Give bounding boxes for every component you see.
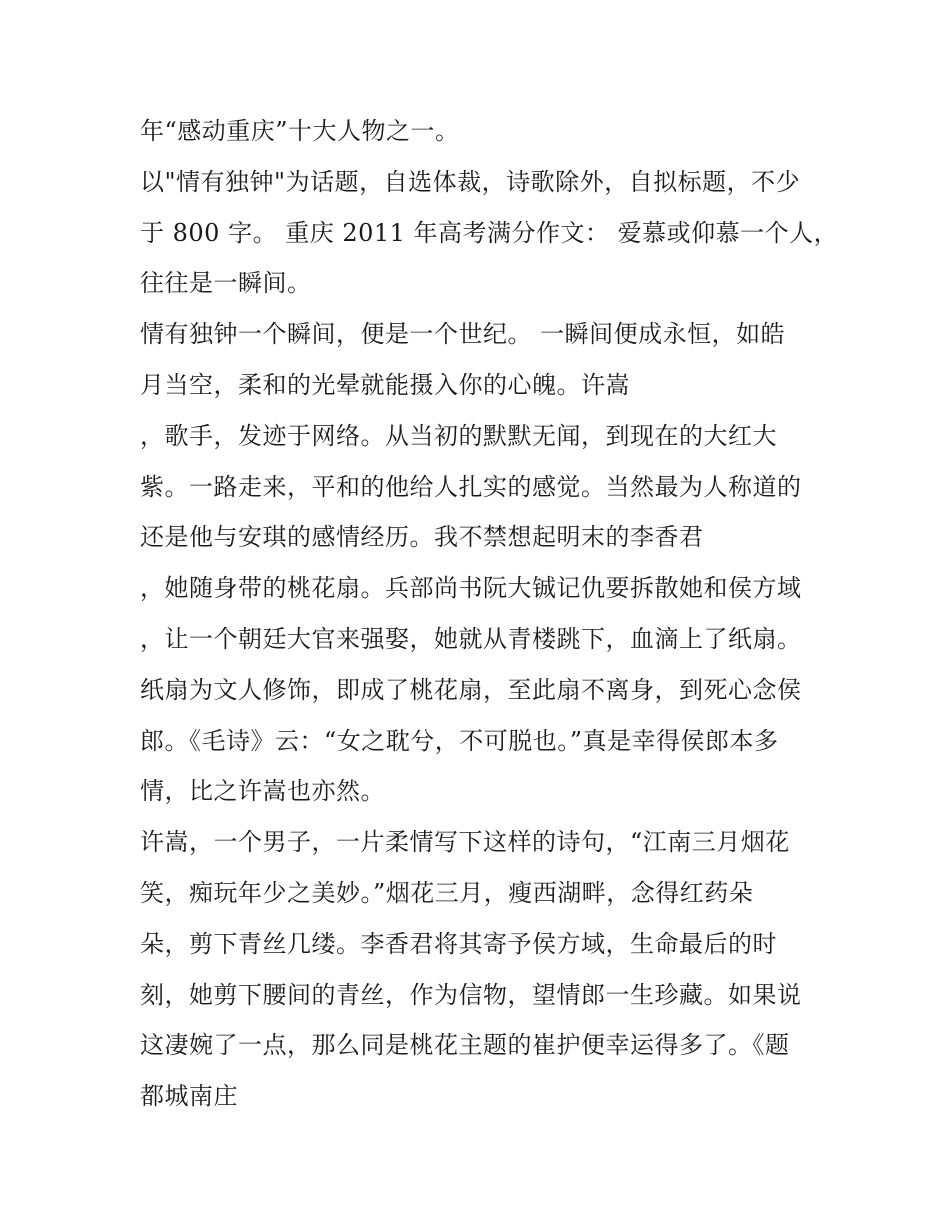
text-line-15: 许嵩，一个男子，一片柔情写下这样的诗句，“江南三月烟花 — [140, 828, 790, 857]
text-line-16: 笑，痴玩年少之美妙。”烟花三月，瘦西湖畔，念得红药朵 — [140, 878, 754, 907]
text-line-13: 郎。《毛诗》云：“女之耽兮，不可脱也。”真是幸得侯郎本多 — [140, 726, 779, 755]
essay-text-block — [140, 106, 839, 1122]
text-line-14: 情，比之许嵩也亦然。 — [140, 777, 385, 806]
text-line-10: ，她随身带的桃花扇。兵部尚书阮大铖记仇要拆散她和侯方域 — [140, 574, 802, 603]
text-line-18: 刻，她剪下腰间的青丝，作为信物，望情郎一生珍藏。如果说 — [140, 980, 802, 1009]
text-line-8: 紫。一路走来，平和的他给人扎实的感觉。当然最为人称道的 — [140, 472, 802, 501]
text-line-4: 往往是一瞬间。 — [140, 269, 312, 298]
text-line-20: 都城南庄 — [140, 1082, 238, 1111]
text-line-5: 情有独钟一个瞬间，便是一个世纪。 一瞬间便成永恒，如皓 — [140, 320, 786, 349]
text-line-7: ，歌手，发迹于网络。从当初的默默无闻，到现在的大红大 — [140, 421, 777, 450]
text-line-3: 于 800 字。 重庆 2011 年高考满分作文： 爱慕或仰慕一个人， — [140, 218, 839, 247]
text-line-12: 纸扇为文人修饰，即成了桃花扇，至此扇不离身，到死心念侯 — [140, 675, 802, 704]
text-line-1: 年“感动重庆”十大人物之一。 — [140, 117, 460, 145]
text-line-11: ，让一个朝廷大官来强娶，她就从青楼跳下，血滴上了纸扇。 — [140, 624, 802, 653]
text-line-2: 以"情有独钟"为话题，自选体裁，诗歌除外，自拟标题，不少 — [140, 167, 801, 196]
text-line-6: 月当空，柔和的光晕就能摄入你的心魄。许嵩 — [140, 370, 630, 399]
text-line-9: 还是他与安琪的感情经历。我不禁想起明末的李香君 — [140, 523, 704, 552]
text-line-19: 这凄婉了一点，那么同是桃花主题的崔护便幸运得多了。《题 — [140, 1031, 790, 1060]
text-line-17: 朵，剪下青丝几缕。李香君将其寄予侯方域，生命最后的时 — [140, 929, 777, 958]
